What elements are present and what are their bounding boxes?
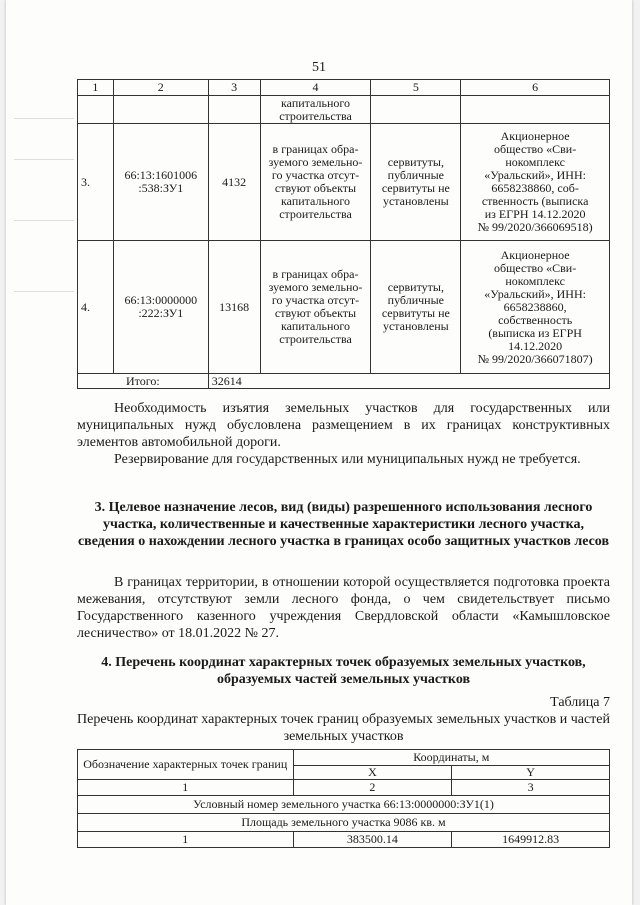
table-cell: капитального строительства — [260, 96, 371, 124]
table-label: Таблица 7 — [550, 695, 610, 710]
owner-info: Акционерное общество «Сви- нокомплекс «Уральский», ИНН: 6658238860, собственность (выписка из ЕГРН 14.12.2020 № 99/2020/366071807) — [461, 241, 610, 374]
col-number: 1 — [78, 780, 294, 796]
section-3-heading: 3. Целевое назначение лесов, вид (виды) разрешенного использования лесного участка, количественные и качественные характеристики лесного участка, сведения о нахождении лесного участка в границах особо защитных участков лесов — [77, 500, 610, 549]
col-number: 2 — [293, 780, 452, 796]
cadastral-number: 66:13:1601006 :538:ЗУ1 — [113, 124, 208, 241]
coordinates-header: Координаты, м — [293, 750, 609, 766]
total-label: Итого: — [78, 374, 209, 389]
x-header: X — [293, 766, 452, 780]
table-title: Перечень координат характерных точек границ образуемых земельных участков и частей земельных участков — [77, 712, 610, 744]
servitudes: сервитуты, публичные сервитуты не установлены — [371, 241, 461, 374]
table-header-row — [78, 80, 610, 96]
cadastral-row — [78, 796, 610, 814]
column-number-row — [78, 780, 610, 796]
table-row — [78, 832, 610, 848]
total-row — [78, 374, 610, 389]
col-header: 1 — [78, 80, 114, 96]
coordinates-table — [77, 749, 610, 848]
row-number: 4. — [78, 241, 114, 374]
page-number: 51 — [312, 60, 326, 75]
col-header: 2 — [113, 80, 208, 96]
objects-description: в границах обра- зуемого земельно- го участка отсут- ствуют объекты капитального строительства — [260, 241, 371, 374]
x-value: 383500.14 — [293, 832, 452, 848]
col-header: 6 — [461, 80, 610, 96]
col-header: 4 — [260, 80, 371, 96]
table-row — [78, 96, 610, 124]
points-header: Обозначение характерных точек границ — [78, 750, 294, 780]
table-row — [78, 124, 610, 241]
land-plots-table — [77, 79, 610, 389]
col-header: 5 — [371, 80, 461, 96]
conditional-number: Условный номер земельного участка 66:13:0000000:ЗУ1(1) — [78, 796, 610, 814]
document-page — [6, 0, 632, 905]
bleed-through-texture — [14, 100, 74, 400]
y-value: 1649912.83 — [452, 832, 610, 848]
total-value: 32614 — [208, 374, 609, 389]
paragraph-reservation: Резервирование для государственных или муниципальных нужд не требуется. — [114, 452, 581, 467]
table-header-row — [78, 750, 610, 766]
section-3-text: В границах территории, в отношении которой осуществляется подготовка проекта межевания, отсутствуют земли лесного фонда, о чем свидетельствует письмо Государственного казенного учреждения Свердловской области «Камышловское лесничество» от 18.01.2022 № 27. — [77, 575, 610, 641]
col-header: 3 — [208, 80, 260, 96]
objects-description: в границах обра- зуемого земельно- го участка отсут- ствуют объекты капитального строительства — [260, 124, 371, 241]
point-id: 1 — [78, 832, 294, 848]
area-value: 4132 — [208, 124, 260, 241]
table-row — [78, 241, 610, 374]
section-4-heading: 4. Перечень координат характерных точек образуемых земельных участков, образуемых частей земельных участков — [101, 655, 586, 687]
y-header: Y — [452, 766, 610, 780]
servitudes: сервитуты, публичные сервитуты не установлены — [371, 124, 461, 241]
plot-area: Площадь земельного участка 9086 кв. м — [78, 814, 610, 832]
row-number: 3. — [78, 124, 114, 241]
cadastral-number: 66:13:0000000 :222:ЗУ1 — [113, 241, 208, 374]
paragraph-withdrawal: Необходимость изъятия земельных участков для государственных или муниципальных нужд обусловлена размещением в их границах конструктивных элементов автомобильной дороги. — [77, 401, 610, 450]
area-value: 13168 — [208, 241, 260, 374]
owner-info: Акционерное общество «Сви- нокомплекс «Уральский», ИНН: 6658238860, соб- ственность (выписка из ЕГРН 14.12.2020 № 99/2020/366069518) — [461, 124, 610, 241]
area-row — [78, 814, 610, 832]
col-number: 3 — [452, 780, 610, 796]
